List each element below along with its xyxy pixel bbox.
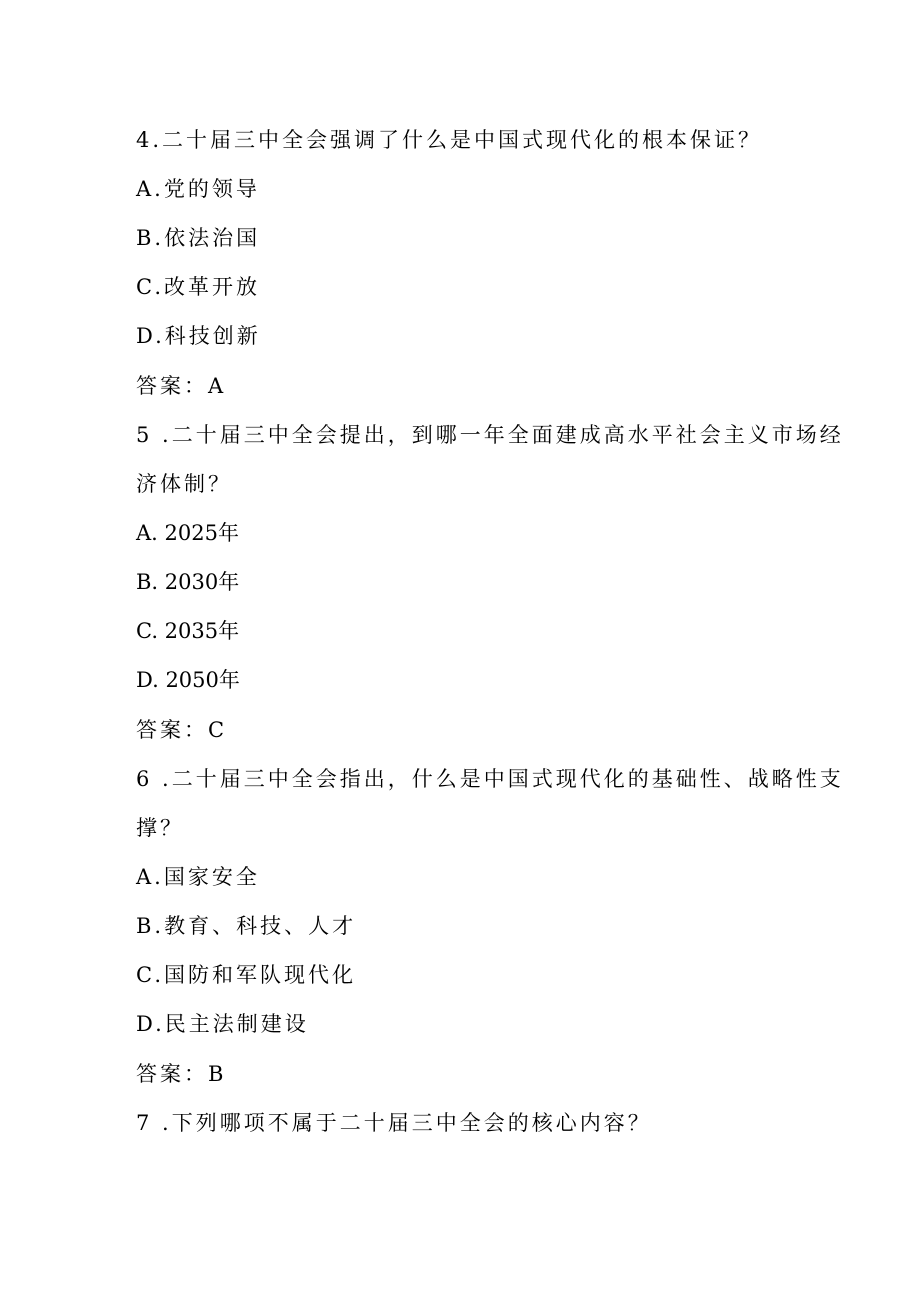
question-6-text-line-2: 撑？ bbox=[136, 816, 184, 840]
question-5-option-b: B. 2030年 bbox=[136, 570, 240, 594]
question-5-option-a: A. 2025年 bbox=[136, 521, 239, 545]
question-6-option-b: B.教育、科技、人才 bbox=[136, 914, 357, 938]
question-6-option-a: A.国家安全 bbox=[136, 865, 260, 889]
question-5-text-line-2: 济体制？ bbox=[136, 472, 232, 496]
question-5-option-c: C. 2035年 bbox=[136, 619, 240, 643]
question-4-option-b: B.依法治国 bbox=[136, 226, 261, 250]
question-4-text: 4.二十届三中全会强调了什么是中国式现代化的根本保证？ bbox=[136, 128, 763, 152]
question-7-text: 7 .下列哪项不属于二十届三中全会的核心内容？ bbox=[136, 1111, 652, 1135]
question-4-option-d: D.科技创新 bbox=[136, 324, 261, 348]
question-6-answer: 答案：B bbox=[136, 1062, 227, 1086]
question-5-answer: 答案：C bbox=[136, 718, 228, 742]
question-5-option-d: D. 2050年 bbox=[136, 668, 240, 692]
question-6-option-c: C.国防和军队现代化 bbox=[136, 963, 356, 987]
question-4-option-a: A.党的领导 bbox=[136, 177, 260, 201]
question-4-option-c: C.改革开放 bbox=[136, 275, 260, 299]
question-4-answer: 答案：A bbox=[136, 374, 227, 398]
question-5-text-line-1: 5 .二十届三中全会提出，到哪一年全面建成高水平社会主义市场经 bbox=[136, 423, 844, 447]
question-6-text-line-1: 6 .二十届三中全会指出，什么是中国式现代化的基础性、战略性支 bbox=[136, 767, 844, 791]
question-6-option-d: D.民主法制建设 bbox=[136, 1012, 309, 1036]
